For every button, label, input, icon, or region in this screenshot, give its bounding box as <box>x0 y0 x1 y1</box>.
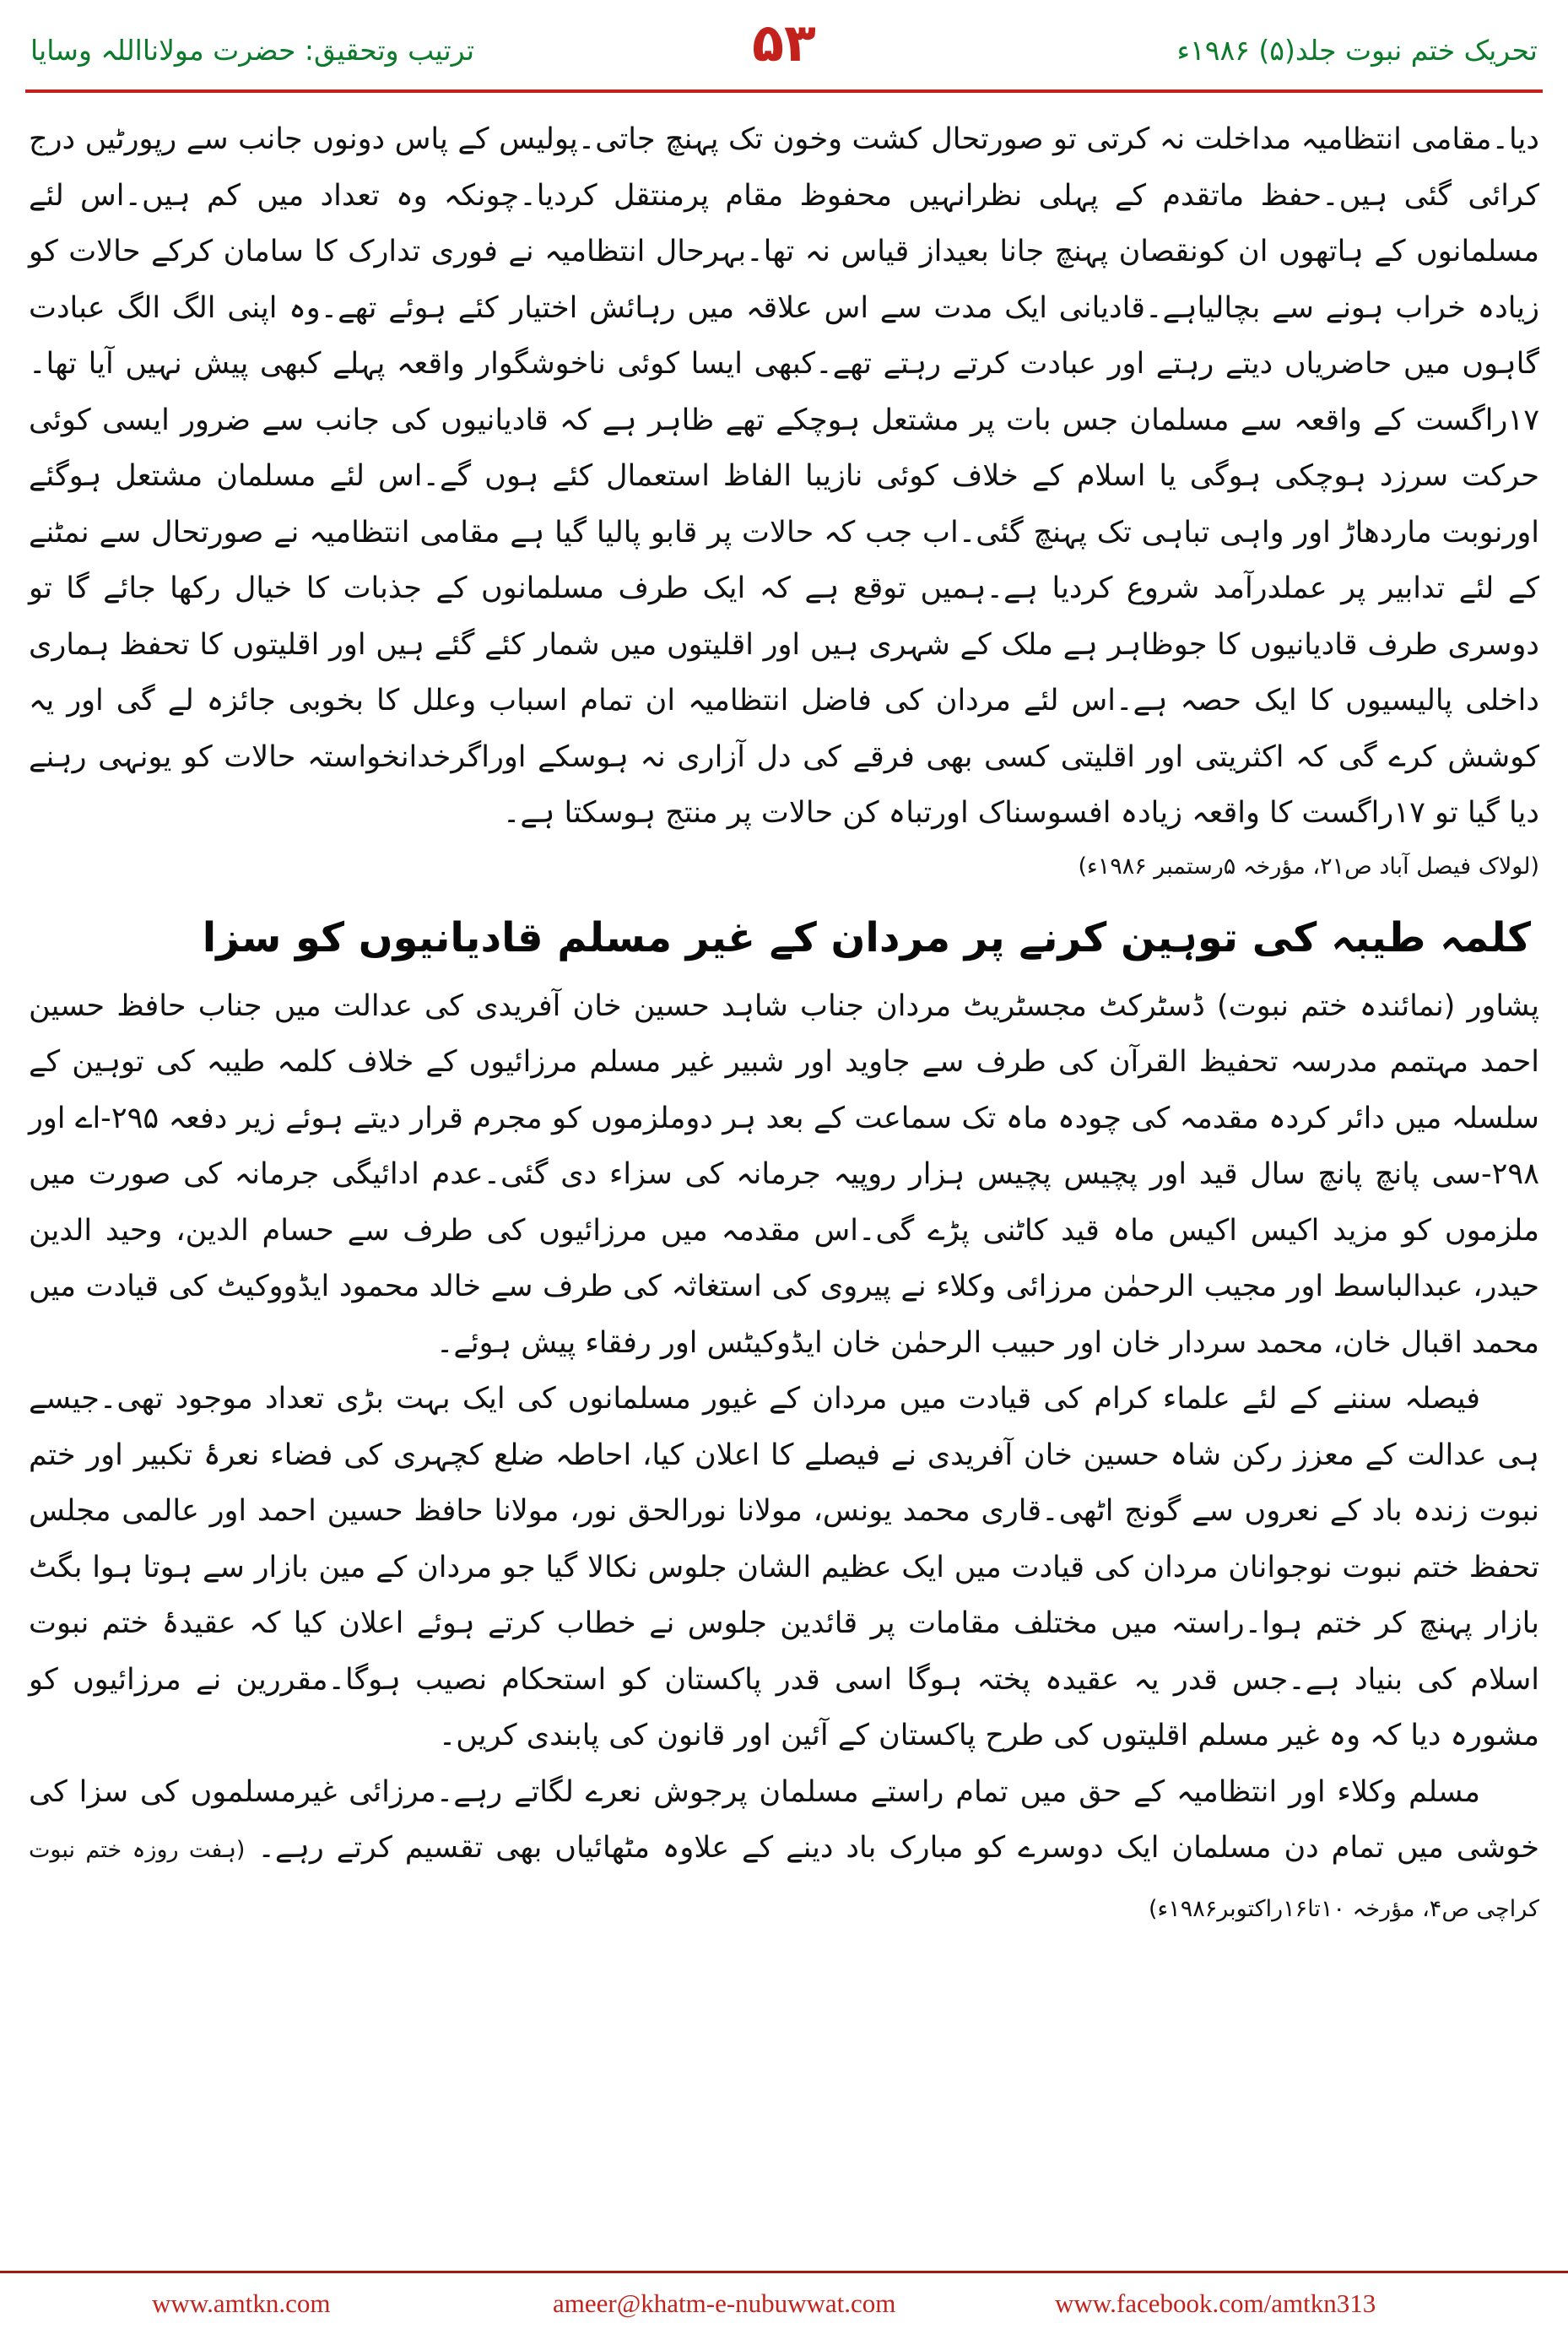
article2-paragraph-3 <box>29 1764 1539 1938</box>
article2-heading: کلمہ طیبہ کی توہین کرنے پر مردان کے غیر مسلم قادیانیوں کو سزا <box>202 913 1531 961</box>
article2-citation: (ہفت روزہ ختم نبوت کراچی ص۴، مؤرخہ ۱۰تا۱۶راکتوبر۱۹۸۶ء) <box>29 1837 1539 1922</box>
footer-facebook-link[interactable]: www.facebook.com/amtkn313 <box>1055 2288 1376 2318</box>
page-body <box>29 111 1539 1937</box>
footer-email-link[interactable]: ameer@khatm-e-nubuwwat.com <box>553 2288 896 2318</box>
article2-paragraph-1: پشاور (نمائندہ ختم نبوت) ڈسٹرکٹ مجسٹریٹ مردان جناب شاہد حسین خان آفریدی کی عدالت میں جناب حافظ حسین احمد مہتمم مدرسہ تحفیظ القرآن کی طرف سے جاوید اور شبیر غیر مسلم مرزائیوں کے خلاف کلمہ طیبہ کی توہین کے سلسلہ میں دائر کردہ مقدمہ کی چودہ ماہ تک سماعت کے بعد ہر دوملزموں کو مجرم قرار دیتے ہوئے زیر دفعہ ۲۹۵-اے اور ۲۹۸-سی پانچ پانچ سال قید اور پچیس پچیس ہزار روپیہ جرمانہ کی سزاء دی گئی۔عدم ادائیگی جرمانہ کی صورت میں ملزموں کو مزید اکیس اکیس ماہ قید کاٹنی پڑے گی۔اس مقدمہ میں مرزائیوں کی طرف سے حسام الدین، وحید الدین حیدر، عبدالباسط اور مجیب الرحمٰن مرزائی وکلاء نے پیروی کی استغاثہ کی طرف سے خالد محمود ایڈووکیٹ کی قیادت میں محمد اقبال خان، محمد سردار خان اور حبیب الرحمٰن خان ایڈوکیٹس اور رفقاء پیش ہوئے۔ <box>29 988 1539 1360</box>
page-header <box>0 0 1568 84</box>
page-number: ۵۳ <box>752 12 816 73</box>
header-divider <box>25 89 1543 93</box>
article2-paragraph-3-text: مسلم وکلاء اور انتظامیہ کے حق میں تمام راستے مسلمان پرجوش نعرے لگاتے رہے۔مرزائی غیرمسلموں کی سزا کی خوشی میں تمام دن مسلمان ایک دوسرے کو مبارک باد دینے کے علاوہ مٹھائیاں بھی تقسیم کرتے رہے۔ <box>29 1774 1539 1865</box>
article1-paragraph: دیا۔مقامی انتظامیہ مداخلت نہ کرتی تو صورتحال کشت وخون تک پہنچ جاتی۔پولیس کے پاس دونوں جانب سے رپورٹیں درج کرائی گئی ہیں۔حفظ ماتقدم کے پہلی نظرانہیں محفوظ مقام پرمنتقل کردیا۔چونکہ وہ تعداد میں کم ہیں۔اس لئے مسلمانوں کے ہاتھوں ان کونقصان پہنچ جانا بعیداز قیاس نہ تھا۔بہرحال انتظامیہ نے فوری تدارک کا سامان کرکے حالات کو زیادہ خراب ہونے سے بچالیاہے۔قادیانی ایک مدت سے اس علاقہ میں رہائش اختیار کئے ہوئے تھے۔وہ اپنی الگ الگ عبادت گاہوں میں حاضریاں دیتے رہتے اور عبادت کرتے رہتے تھے۔کبھی ایسا کوئی ناخوشگوار واقعہ پہلے کبھی پیش نہیں آیا تھا۔۱۷راگست کے واقعہ سے مسلمان جس بات پر مشتعل ہوچکے تھے ظاہر ہے کہ قادیانیوں کی جانب سے ضرور ایسی کوئی حرکت سرزد ہوچکی ہوگی یا اسلام کے خلاف کوئی نازیبا الفاظ استعمال کئے ہوں گے۔اس لئے مسلمان مشتعل ہوگئے اورنوبت ماردھاڑ اور واہی تباہی تک پہنچ گئی۔اب جب کہ حالات پر قابو پالیا گیا ہے مقامی انتظامیہ نے صورتحال سے نمٹنے کے لئے تدابیر پر عملدرآمد شروع کردیا ہے۔ہمیں توقع ہے کہ ایک طرف مسلمانوں کے جذبات کا خیال رکھا جائے گا تو دوسری طرف قادیانیوں کا جوظاہر ہے ملک کے شہری ہیں اور اقلیتوں میں شمار کئے گئے ہیں اور اقلیتوں کا تحفظ ہماری داخلی پالیسیوں کا ایک حصہ ہے۔اس لئے مردان کی فاضل انتظامیہ ان تمام اسباب وعلل کا بخوبی جائزہ لے گی اور یہ کوشش کرے گی کہ اکثریتی اور اقلیتی کسی بھی فرقے کی دل آزاری نہ ہوسکے اوراگرخدانخواستہ حالات کو یونہی رہنے دیا گیا تو ۱۷راگست کا واقعہ زیادہ افسوسناک اورتباہ کن حالات پر منتج ہوسکتا ہے۔ <box>29 122 1539 830</box>
compiler-credit: ترتیب وتحقیق: حضرت مولانااللہ وسایا <box>30 34 475 67</box>
article2-paragraph-2: فیصلہ سننے کے لئے علماء کرام کی قیادت میں مردان کے غیور مسلمانوں کی ایک بہت بڑی تعداد موجود تھی۔جیسے ہی عدالت کے معزز رکن شاہ حسین خان آفریدی نے فیصلے کا اعلان کیا، احاطہ ضلع کچہری کی فضاء نعرۂ تکبیر اور ختم نبوت زندہ باد کے نعروں سے گونج اٹھی۔قاری محمد یونس، مولانا نورالحق نور، مولانا حافظ حسین احمد اور عالمی مجلس تحفظ ختم نبوت نوجوانان مردان کی قیادت میں ایک عظیم الشان جلوس نکالا گیا جو مردان کے مین بازار سے ہوتا ہوا بگٹ بازار پہنچ کر ختم ہوا۔راستہ میں مختلف مقامات پر قائدین جلوس نے خطاب کرتے ہوئے اعلان کیا کہ عقیدۂ ختم نبوت اسلام کی بنیاد ہے۔جس قدر یہ عقیدہ پختہ ہوگا اسی قدر پاکستان کو استحکام نصیب ہوگا۔مقررین نے مرزائیوں کو مشورہ دیا کہ وہ غیر مسلم اقلیتوں کی طرح پاکستان کے آئین اور قانون کی پابندی کریں۔ <box>29 1382 1539 1752</box>
footer-website-link[interactable]: www.amtkn.com <box>152 2288 331 2318</box>
book-title: تحریک ختم نبوت جلد(۵) ۱۹۸۶ء <box>1176 34 1538 67</box>
article1-citation: (لولاک فیصل آباد ص۲۱، مؤرخہ ۵رستمبر ۱۹۸۶ء) <box>1078 853 1539 880</box>
page-footer <box>0 2271 1568 2345</box>
